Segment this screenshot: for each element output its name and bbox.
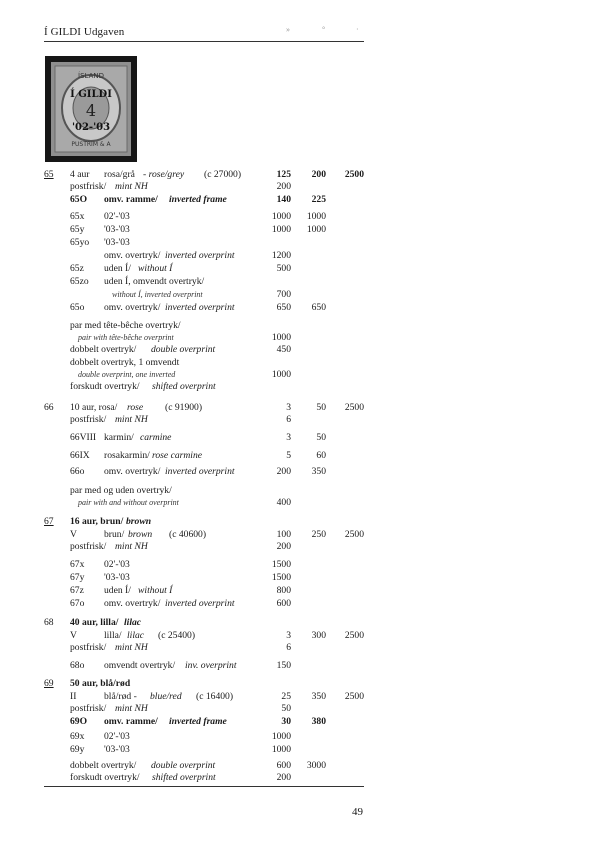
variant-number: 65zo bbox=[70, 276, 89, 287]
catalog-row bbox=[0, 357, 595, 369]
print-count: (c 40600) bbox=[169, 529, 207, 540]
description-colour-en: lilac bbox=[124, 617, 142, 628]
price-unused: 1500 bbox=[271, 559, 291, 570]
variant-label: forskudt overtryk/ bbox=[70, 381, 140, 392]
description: 40 aur, lilla/ bbox=[70, 617, 119, 628]
catalog-row bbox=[0, 263, 595, 275]
variant-label: 02'-'03 bbox=[104, 731, 130, 742]
variant-label-en: double overprint bbox=[151, 760, 216, 771]
catalog-row bbox=[0, 516, 595, 528]
variant-label-en: carmine bbox=[140, 432, 172, 443]
catalog-row bbox=[0, 731, 595, 743]
variant-number: 66VIII bbox=[70, 432, 97, 443]
variant-label-en: without Í, inverted overprint bbox=[112, 290, 203, 299]
price-unused: 1500 bbox=[271, 572, 291, 583]
variant-label-en: shifted overprint bbox=[152, 772, 216, 783]
price-unused: 1000 bbox=[271, 224, 291, 235]
variant-label: dobbelt overtryk/ bbox=[70, 760, 137, 771]
print-count: (c 91900) bbox=[165, 402, 203, 413]
price-unused: 600 bbox=[276, 598, 291, 609]
price-unused: 6 bbox=[286, 642, 291, 653]
print-count: (c 16400) bbox=[196, 691, 234, 702]
header-rule bbox=[44, 41, 364, 42]
price-unused: 400 bbox=[276, 497, 291, 508]
variant-number: 66IX bbox=[70, 450, 90, 461]
variant-label-en: mint NH bbox=[115, 181, 148, 192]
price-unused: 700 bbox=[276, 289, 291, 300]
variant-label: par med og uden overtryk/ bbox=[70, 485, 172, 496]
description: 16 aur, brun/ bbox=[70, 516, 124, 527]
price-unused: 6 bbox=[286, 414, 291, 425]
footer-rule bbox=[44, 786, 364, 787]
variant-label-en: mint NH bbox=[115, 703, 148, 714]
price-unused: 140 bbox=[276, 194, 291, 205]
catalog-row bbox=[0, 678, 595, 690]
catalog-row bbox=[0, 598, 595, 610]
catalog-row bbox=[0, 572, 595, 584]
catalog-row bbox=[0, 211, 595, 223]
variant-label: postfrisk/ bbox=[70, 703, 107, 714]
variant-label-en: inverted overprint bbox=[165, 598, 235, 609]
stamp-overprint-year-text: '02-'03 bbox=[71, 122, 111, 133]
variant-label-en: pair with tête-bêche overprint bbox=[78, 333, 174, 342]
price-cover: 2500 bbox=[344, 169, 364, 180]
variant-label: lilla/ bbox=[104, 630, 122, 641]
catalog-number: 65 bbox=[44, 169, 54, 180]
price-unused: 5 bbox=[286, 450, 291, 461]
variant-label-en: mint NH bbox=[115, 414, 148, 425]
catalog-row bbox=[0, 703, 595, 715]
variant-label: par med tête-bêche overtryk/ bbox=[70, 320, 181, 331]
catalog-row bbox=[0, 224, 595, 236]
price-unused: 150 bbox=[276, 660, 291, 671]
price-used: 380 bbox=[311, 716, 326, 727]
price-unused: 1000 bbox=[271, 211, 291, 222]
price-cover: 2500 bbox=[344, 529, 364, 540]
variant-number: V bbox=[70, 630, 77, 641]
catalog-row bbox=[0, 302, 595, 314]
variant-label: '03-'03 bbox=[104, 572, 130, 583]
variant-label-en: inverted frame bbox=[169, 716, 227, 727]
variant-number: 66o bbox=[70, 466, 85, 477]
price-unused: 1000 bbox=[271, 744, 291, 755]
variant-label: karmin/ bbox=[104, 432, 134, 443]
variant-label-en: without Í bbox=[138, 263, 173, 274]
price-used: 650 bbox=[311, 302, 326, 313]
price-cover: 2500 bbox=[344, 691, 364, 702]
price-unused: 650 bbox=[276, 302, 291, 313]
catalog-row bbox=[0, 369, 595, 381]
price-unused: 1200 bbox=[271, 250, 291, 261]
catalog-row bbox=[0, 381, 595, 393]
catalog-row bbox=[0, 617, 595, 629]
price-cover: 2500 bbox=[344, 630, 364, 641]
description-colour: rosa/grå bbox=[104, 169, 135, 180]
variant-number: 67y bbox=[70, 572, 85, 583]
variant-label: blå/rød - bbox=[104, 691, 137, 702]
catalog-row bbox=[0, 414, 595, 426]
variant-number: 69y bbox=[70, 744, 85, 755]
price-unused: 450 bbox=[276, 344, 291, 355]
stamp-bottom-text: PUSTRIM & A bbox=[71, 141, 111, 148]
page-number: 49 bbox=[352, 806, 363, 818]
variant-number: 65O bbox=[70, 194, 88, 205]
variant-label-en: blue/red bbox=[150, 691, 182, 702]
print-count: (c 27000) bbox=[204, 169, 242, 180]
price-used: 350 bbox=[311, 691, 326, 702]
variant-number: 69x bbox=[70, 731, 85, 742]
price-unused: 500 bbox=[276, 263, 291, 274]
stamp-country-text: ÍSLAND bbox=[78, 72, 104, 80]
catalog-row bbox=[0, 497, 595, 509]
price-used: 50 bbox=[316, 432, 326, 443]
variant-number: 67x bbox=[70, 559, 85, 570]
header-mark: · bbox=[356, 25, 359, 34]
stamp-value-text: 4 bbox=[85, 101, 97, 120]
catalog-row bbox=[0, 332, 595, 344]
variant-label: dobbelt overtryk, 1 omvendt bbox=[70, 357, 180, 368]
catalog-row bbox=[0, 485, 595, 497]
variant-number: 67z bbox=[70, 585, 84, 596]
variant-label: omv. overtryk/ bbox=[104, 302, 161, 313]
variant-label-en: inverted overprint bbox=[165, 302, 235, 313]
price-unused: 100 bbox=[276, 529, 291, 540]
price-used: 3000 bbox=[306, 760, 326, 771]
header-mark: » bbox=[286, 25, 290, 34]
price-unused: 1000 bbox=[271, 731, 291, 742]
header-mark: ° bbox=[322, 25, 326, 34]
variant-label: uden Í/ bbox=[104, 585, 131, 596]
price-unused: 200 bbox=[276, 466, 291, 477]
price-used: 350 bbox=[311, 466, 326, 477]
description-colour-en: brown bbox=[126, 516, 152, 527]
stamp-image bbox=[45, 56, 137, 162]
variant-label: postfrisk/ bbox=[70, 181, 107, 192]
variant-number: 68o bbox=[70, 660, 85, 671]
price-used: 250 bbox=[311, 529, 326, 540]
price-unused: 800 bbox=[276, 585, 291, 596]
price-unused: 30 bbox=[281, 716, 291, 727]
catalog-row bbox=[0, 466, 595, 478]
catalog-row bbox=[0, 402, 595, 414]
variant-label: '03-'03 bbox=[104, 224, 130, 235]
price-unused: 3 bbox=[286, 432, 291, 443]
variant-label: postfrisk/ bbox=[70, 414, 107, 425]
variant-label-en: without Í bbox=[138, 585, 173, 596]
variant-label-en: mint NH bbox=[115, 642, 148, 653]
variant-label: uden Í, omvendt overtryk/ bbox=[104, 276, 205, 287]
variant-label: forskudt overtryk/ bbox=[70, 772, 140, 783]
variant-label: postfrisk/ bbox=[70, 642, 107, 653]
catalog-row bbox=[0, 237, 595, 249]
variant-label-en: inv. overprint bbox=[185, 660, 237, 671]
variant-number: 65yo bbox=[70, 237, 90, 248]
catalog-number: 66 bbox=[44, 402, 54, 413]
price-unused: 200 bbox=[276, 772, 291, 783]
catalog-row bbox=[0, 760, 595, 772]
catalog-row bbox=[0, 450, 595, 462]
catalog-row bbox=[0, 181, 595, 193]
catalog-row bbox=[0, 250, 595, 262]
variant-label-en: mint NH bbox=[115, 541, 148, 552]
price-used: 200 bbox=[311, 169, 326, 180]
price-used: 1000 bbox=[306, 211, 326, 222]
price-used: 50 bbox=[316, 402, 326, 413]
variant-label-en: brown bbox=[128, 529, 153, 540]
variant-label: postfrisk/ bbox=[70, 541, 107, 552]
price-unused: 125 bbox=[276, 169, 291, 180]
catalog-row bbox=[0, 344, 595, 356]
variant-label: omvendt overtryk/ bbox=[104, 660, 176, 671]
price-unused: 3 bbox=[286, 402, 291, 413]
variant-label: omv. overtryk/ bbox=[104, 598, 161, 609]
variant-number: 67o bbox=[70, 598, 85, 609]
variant-label-en: double overprint, one inverted bbox=[78, 370, 176, 379]
variant-label: '03-'03 bbox=[104, 237, 130, 248]
price-used: 60 bbox=[316, 450, 326, 461]
catalog-row bbox=[0, 194, 595, 206]
catalog-number: 68 bbox=[44, 617, 54, 628]
price-unused: 3 bbox=[286, 630, 291, 641]
variant-number: 65o bbox=[70, 302, 85, 313]
price-used: 225 bbox=[311, 194, 326, 205]
catalog-row bbox=[0, 432, 595, 444]
variant-label: 02'-'03 bbox=[104, 559, 130, 570]
variant-number: 65x bbox=[70, 211, 85, 222]
catalog-row bbox=[0, 289, 595, 301]
print-count: (c 25400) bbox=[158, 630, 196, 641]
description-colour-en: - rose/grey bbox=[143, 169, 185, 180]
description-colour-en: rose bbox=[127, 402, 144, 413]
catalog-row bbox=[0, 320, 595, 332]
catalog-row bbox=[0, 772, 595, 784]
catalog-number: 67 bbox=[44, 516, 54, 527]
price-unused: 600 bbox=[276, 760, 291, 771]
variant-label: '03-'03 bbox=[104, 744, 130, 755]
variant-label: rosakarmin/ bbox=[104, 450, 150, 461]
variant-number: II bbox=[70, 691, 77, 702]
catalog-number: 69 bbox=[44, 678, 54, 689]
variant-label: uden Í/ bbox=[104, 263, 131, 274]
catalog-row bbox=[0, 660, 595, 672]
variant-label-en: pair with and without overprint bbox=[78, 498, 179, 507]
price-cover: 2500 bbox=[344, 402, 364, 413]
variant-label-en: shifted overprint bbox=[152, 381, 216, 392]
catalog-row bbox=[0, 529, 595, 541]
catalog-row bbox=[0, 630, 595, 642]
catalog-row bbox=[0, 585, 595, 597]
variant-label: dobbelt overtryk/ bbox=[70, 344, 137, 355]
catalog-row bbox=[0, 169, 595, 181]
variant-label-en: double overprint bbox=[151, 344, 216, 355]
variant-number: V bbox=[70, 529, 77, 540]
variant-label: omv. ramme/ bbox=[104, 716, 158, 727]
variant-number: 69O bbox=[70, 716, 88, 727]
variant-label-en: inverted overprint bbox=[165, 250, 235, 261]
variant-label-en: inverted frame bbox=[169, 194, 227, 205]
price-used: 300 bbox=[311, 630, 326, 641]
price-unused: 200 bbox=[276, 541, 291, 552]
description: 10 aur, rosa/ bbox=[70, 402, 118, 413]
catalog-row bbox=[0, 559, 595, 571]
catalog-row bbox=[0, 276, 595, 288]
description: 4 aur bbox=[70, 169, 90, 180]
description: 50 aur, blå/rød bbox=[70, 678, 131, 689]
price-unused: 1000 bbox=[271, 332, 291, 343]
variant-label: brun/ bbox=[104, 529, 125, 540]
price-unused: 200 bbox=[276, 181, 291, 192]
catalog-row bbox=[0, 642, 595, 654]
catalog-row bbox=[0, 744, 595, 756]
variant-number: 65y bbox=[70, 224, 85, 235]
variant-label: omv. ramme/ bbox=[104, 194, 158, 205]
variant-label: 02'-'03 bbox=[104, 211, 130, 222]
price-unused: 1000 bbox=[271, 369, 291, 380]
catalog-row bbox=[0, 716, 595, 728]
variant-number: 65z bbox=[70, 263, 84, 274]
variant-label-en: rose carmine bbox=[152, 450, 203, 461]
variant-label-en: inverted overprint bbox=[165, 466, 235, 477]
price-unused: 50 bbox=[281, 703, 291, 714]
stamp-overprint-text: Í GILDI bbox=[70, 89, 112, 100]
page-header-title: Í GILDI Udgaven bbox=[44, 26, 125, 38]
catalog-row bbox=[0, 691, 595, 703]
price-used: 1000 bbox=[306, 224, 326, 235]
variant-label-en: lilac bbox=[127, 630, 145, 641]
price-unused: 25 bbox=[281, 691, 291, 702]
variant-label: omv. overtryk/ bbox=[104, 250, 161, 261]
catalog-row bbox=[0, 541, 595, 553]
variant-label: omv. overtryk/ bbox=[104, 466, 161, 477]
